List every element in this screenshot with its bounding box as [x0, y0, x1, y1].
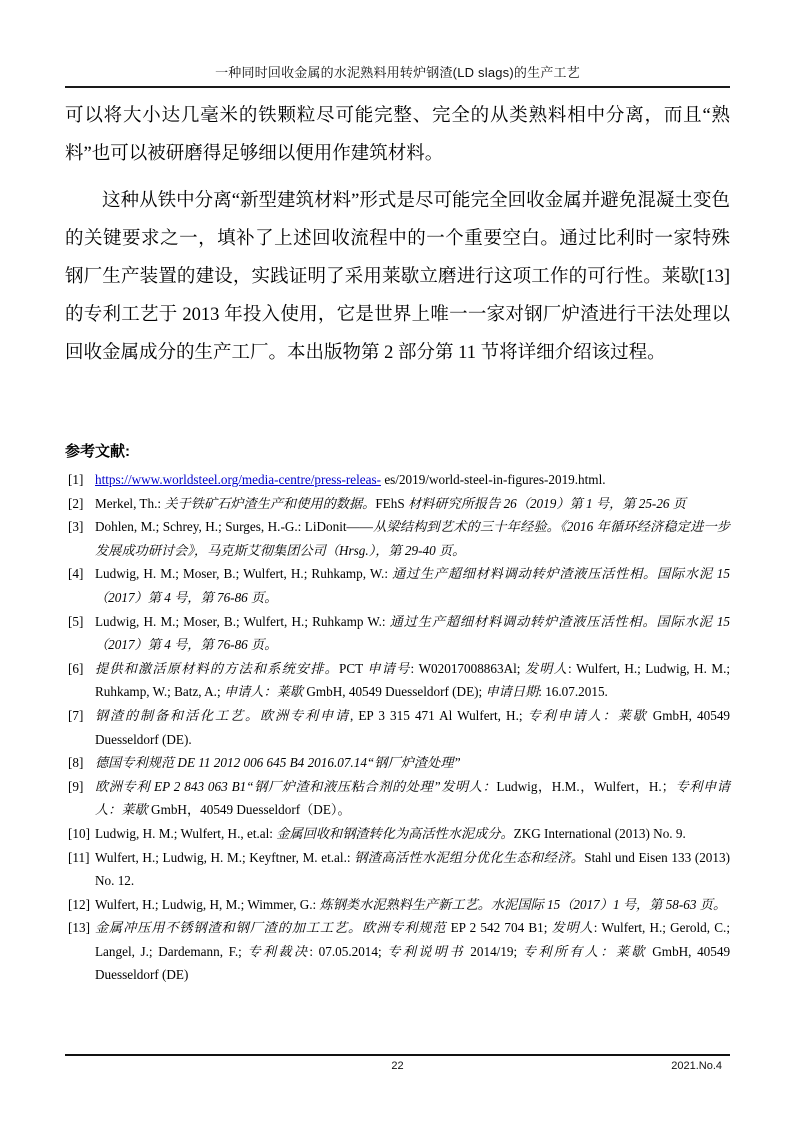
document-page	[65, 0, 730, 1122]
reference-text: Ludwig，H.M.，Wulfert，H.；	[496, 778, 675, 794]
reference-text: Merkel, Th.:	[95, 495, 165, 511]
reference-text: Ludwig, H. M.; Moser, B.; Wulfert, H.; Ruhkamp W.:	[95, 613, 390, 629]
reference-text: Stahl und Eisen 133 (2013) No. 12.	[95, 849, 730, 889]
reference-text: 专利所有人：莱歇	[522, 943, 647, 959]
reference-text: 发明人	[551, 920, 594, 936]
reference-text: : Wulfert, H.; Gerold, C.; Langel, J.; Dardemann, F.;	[95, 920, 730, 959]
reference-marker: [11]	[68, 849, 90, 865]
references-heading: 参考文献:	[65, 443, 130, 460]
reference-text: 德国专利规范 DE 11 2012 006 645 B4 2016.07.14“钢厂炉渣处理”	[95, 755, 461, 771]
reference-text: 炼钢类水泥熟料生产新工艺。水泥国际 15（2017）1 号，第 58-63 页。	[319, 896, 727, 912]
reference-text: 专利裁决	[247, 943, 310, 959]
reference-text: FEhS	[375, 495, 408, 511]
reference-text: 申请号	[367, 660, 411, 676]
reference-item	[65, 916, 730, 987]
reference-text: Wulfert, H.; Ludwig, H, M.; Wimmer, G.:	[95, 896, 320, 912]
reference-text: 专利申请人：莱歇	[527, 707, 648, 723]
references-list	[65, 468, 730, 987]
reference-marker: [8]	[68, 755, 84, 771]
reference-text: GmbH, 40549 Duesseldorf (DE);	[303, 684, 486, 700]
reference-item	[65, 751, 730, 775]
reference-item	[65, 704, 730, 751]
reference-text: GmbH, 40549 Duesseldorf (DE)	[95, 943, 731, 983]
reference-text: 欧洲专利 EP 2 843 063 B1“钢厂炉渣和液压粘合剂的处理”发明人：	[95, 778, 497, 794]
reference-item	[65, 610, 730, 657]
reference-text: GmbH, 40549 Duesseldorf (DE).	[95, 707, 731, 747]
reference-item	[65, 775, 730, 822]
reference-text: GmbH，40549 Duesseldorf（DE）。	[147, 802, 351, 818]
reference-text: , EP 3 315 471 Al Wulfert, H.;	[349, 707, 528, 723]
reference-text: : W02017008863Al;	[410, 660, 525, 676]
reference-text: Wulfert, H.; Ludwig, H. M.; Keyftner, M. et.al.:	[95, 849, 355, 865]
reference-marker: [5]	[68, 613, 84, 629]
reference-text: 发明人	[524, 660, 568, 676]
reference-text: es/2019/world-steel-in-figures-2019.html.	[381, 472, 606, 487]
reference-marker: [12]	[68, 896, 90, 912]
page-header	[65, 0, 730, 88]
reference-text: 提供和激活原材料的方法和系统安排。	[95, 660, 339, 676]
reference-marker: [2]	[68, 495, 84, 511]
reference-text: : 07.05.2014;	[309, 943, 388, 959]
reference-text: 通过生产超细材料调动转炉渣液压活性相。国际水泥 15（2017）第 4 号，第 76-86 页。	[95, 566, 730, 605]
reference-link[interactable]: https://www.worldsteel.org/media-centre/press-releas-	[95, 472, 382, 487]
reference-marker: [7]	[68, 707, 84, 723]
reference-text: 申请人：莱歇	[223, 684, 304, 700]
reference-item	[65, 562, 730, 609]
reference-text: 金属回收和钢渣转化为高活性水泥成分。	[276, 825, 514, 841]
reference-item	[65, 822, 730, 846]
reference-item	[65, 468, 730, 492]
reference-item	[65, 657, 730, 704]
reference-text: 专利说明书	[387, 943, 465, 959]
reference-marker: [13]	[68, 920, 90, 936]
reference-marker: [6]	[68, 660, 84, 676]
reference-text: PCT	[339, 660, 368, 676]
reference-text: ZKG International (2013) No. 9.	[513, 825, 686, 841]
reference-text: 钢渣高活性水泥组分优化生态和经济。	[354, 849, 585, 865]
reference-text: 金属冲压用不锈钢渣和钢厂渣的加工工艺。欧洲专利规范	[95, 920, 447, 936]
reference-text: 钢渣的制备和活化工艺。欧洲专利申请	[95, 707, 350, 723]
reference-text: 从梁结构到艺术的三十年经验。《2016 年循环经济稳定进一步发展成功研讨会》，马克斯艾彻集团公司（Hrsg.），第 29-40 页。	[95, 519, 730, 558]
reference-text: 2014/19;	[464, 943, 523, 959]
reference-text: EP 2 542 704 B1;	[446, 920, 552, 936]
reference-item	[65, 515, 730, 562]
reference-text: Ludwig, H. M.; Moser, B.; Wulfert, H.; Ruhkamp, W.:	[95, 566, 393, 582]
body-paragraph-2: 这种从铁中分离“新型建筑材料”形式是尽可能完全回收金属并避免混凝土变色的关键要求之一，填补了上述回收流程中的一个重要空白。通过比利时一家特殊钢厂生产装置的建设，实践证明了采用莱歇立磨进行这项工作的可行性。莱歇[13]的专利工艺于 2013 年投入使用，它是世界上唯一一家对钢厂炉渣进行干法处理以回收金属成分的生产工厂。本出版物第 2 部分第 11 节将详细介绍该过程。	[65, 191, 730, 363]
reference-marker: [4]	[68, 566, 84, 582]
reference-item	[65, 893, 730, 917]
reference-text: : 16.07.2015.	[538, 684, 608, 700]
reference-marker: [9]	[68, 778, 84, 794]
reference-marker: [1]	[68, 472, 84, 487]
body-paragraph-1: 可以将大小达几毫米的铁颗粒尽可能完整、完全的从类熟料相中分离，而且“熟料”也可以被研磨得足够细以便用作建筑材料。	[65, 106, 730, 164]
reference-marker: [3]	[68, 519, 84, 535]
running-title: 一种同时回收金属的水泥熟料用转炉钢渣(LD slags)的生产工艺	[215, 65, 580, 80]
issue-label: 2021.No.4	[671, 1060, 722, 1072]
reference-text: 关于铁矿石炉渣生产和使用的数据。	[164, 495, 376, 511]
reference-text: 材料研究所报告 26（2019）第 1 号，第 25-26 页	[407, 495, 686, 511]
reference-text: Dohlen, M.; Schrey, H.; Surges, H.-G.: LiDonit——	[95, 519, 373, 535]
reference-item	[65, 492, 730, 516]
reference-marker: [10]	[68, 825, 90, 841]
reference-text: : Wulfert, H.; Ludwig, H. M.; Ruhkamp, W.; Batz, A.;	[95, 660, 731, 700]
reference-text: 通过生产超细材料调动转炉渣液压活性相。国际水泥 15（2017）第 4 号，第 76-86 页。	[95, 613, 731, 653]
reference-text: Ludwig, H. M.; Wulfert, H., et.al:	[95, 825, 277, 841]
reference-text: 专利申请人：莱歇	[95, 778, 730, 818]
page-footer	[65, 1054, 730, 1078]
page-number: 22	[391, 1060, 404, 1072]
reference-item	[65, 846, 730, 893]
reference-text: 申请日期	[485, 684, 539, 700]
